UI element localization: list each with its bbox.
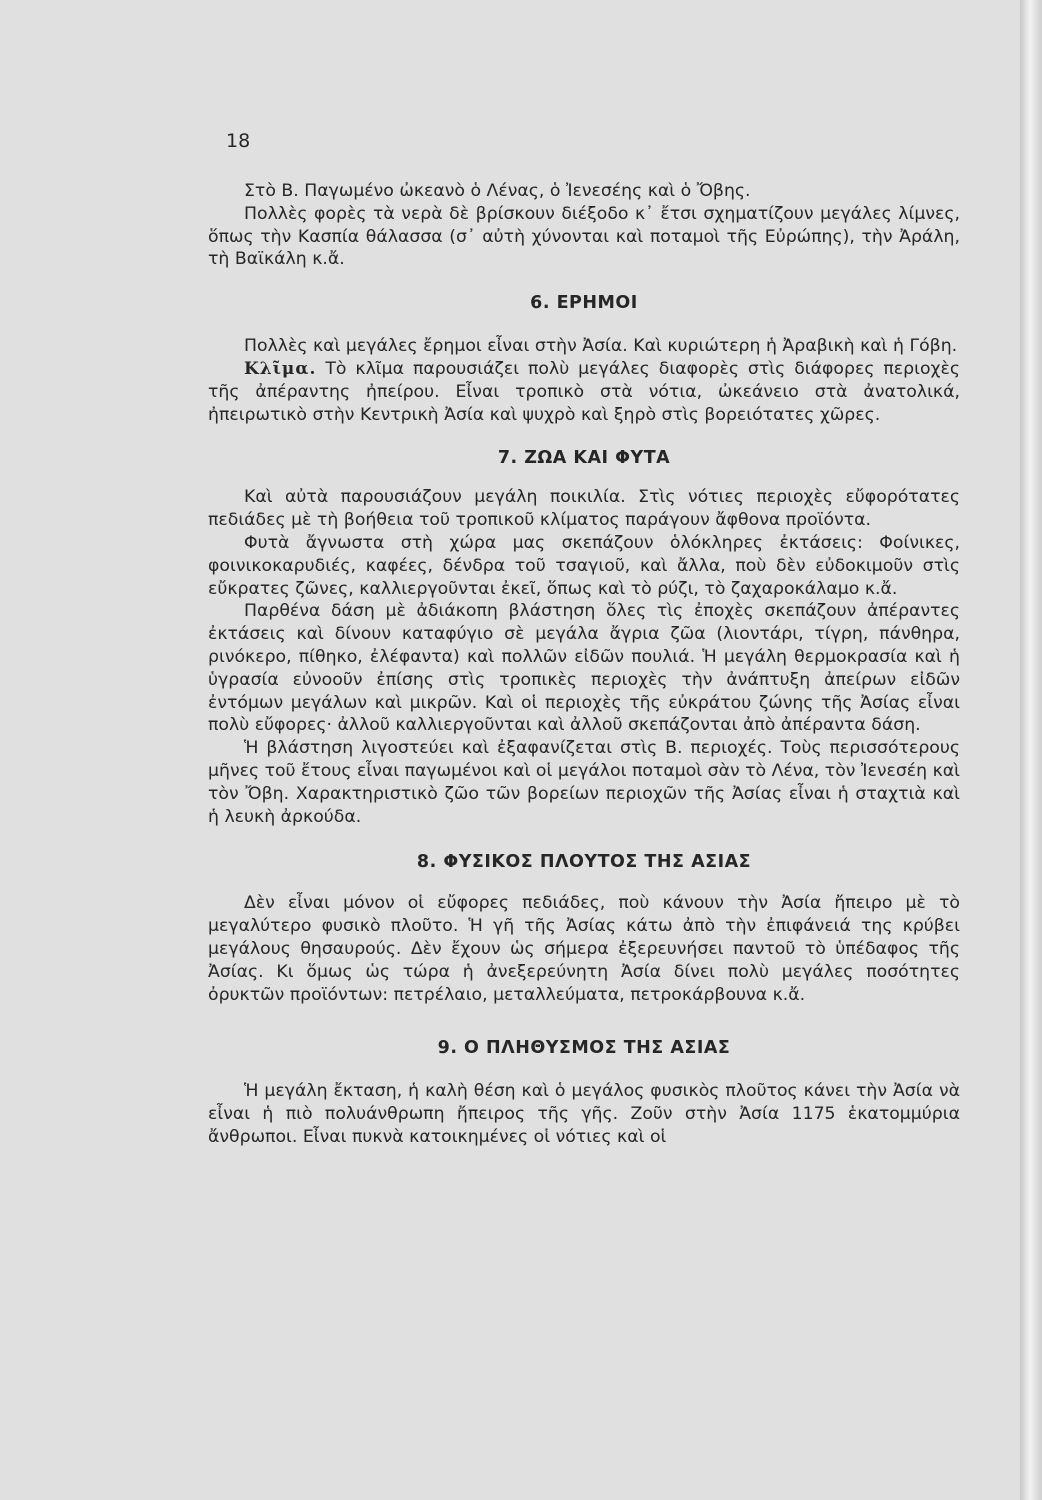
climate-text: Τὸ κλῖμα παρουσιάζει πολὺ μεγάλες διαφορὲς στὶς διάφορες περιοχὲς τῆς ἀπέραντης ἠπείρου. Εἶναι τροπικὸ στὰ νότια, ὠκεάνειο στὰ ἀνατολικά, ἠπειρωτικὸ στὴν Κεντρικὴ Ἀσία καὶ ψυχρὸ καὶ ξηρὸ στὶς βορειότατες χῶρες. [208, 358, 960, 425]
section-8-paragraph: Δὲν εἶναι μόνον οἱ εὔφορες πεδιάδες, ποὺ κάνουν τὴν Ἀσία ἤπειρο μὲ τὸ μεγαλύτερο φυσικὸ πλοῦτο. Ἡ γῆ τῆς Ἀσίας κάτω ἀπὸ τὴν ἐπιφάνειά της κρύβει μεγάλους θησαυρούς. Δὲν ἔχουν ὡς σήμερα ἐξερευνήσει παντοῦ τὸ ὑπέδαφος τῆς Ἀσίας. Κι ὅμως ὡς τώρα ἡ ἀνεξερεύνητη Ἀσία δίνει πολὺ μεγάλες ποσότητες ὀρυκτῶν προϊόντων: πετρέλαιο, μεταλλεύματα, πετροκάρβουνα κ.ἄ. [208, 893, 960, 1005]
page-edge [1020, 0, 1042, 1500]
section-9-heading: 9. Ο ΠΛΗΘΥΣΜΟΣ ΤΗΣ ΑΣΙΑΣ [437, 1038, 731, 1059]
section-7-paragraph-2: Φυτὰ ἄγνωστα στὴ χώρα μας σκεπάζουν ὁλόκληρες ἐκτάσεις: Φοίνικες, φοινικοκαρυδιές, καφέες, δένδρα τοῦ τσαγιοῦ, καὶ ἄλλα, ποὺ δὲν εὐδοκιμοῦν στὶς εὔκρατες ζῶνες, καλλιεργοῦνται ἐκεῖ, ὅπως καὶ τὸ ρύζι, τὸ ζαχαροκάλαμο κ.ἄ. [208, 532, 960, 599]
page-content [208, 180, 960, 1149]
section-7-paragraph-3: Παρθένα δάση μὲ ἀδιάκοπη βλάστηση ὅλες τὶς ἐποχὲς σκεπάζουν ἀπέραντες ἐκτάσεις καὶ δίνουν καταφύγιο σὲ μεγάλα ἄγρια ζῶα (λιοντάρι, τίγρη, πάνθηρα, ρινόκερο, πίθηκο, ἐλέφαντα) καὶ πολλῶν εἰδῶν πουλιά. Ἡ μεγάλη θερμοκρασία καὶ ἡ ὑγρασία εὐνοοῦν ἐπίσης στὶς τροπικὲς περιοχὲς τὴν ἀνάπτυξη ἀπείρων εἰδῶν ἐντόμων μεγάλων καὶ μικρῶν. Καὶ οἱ περιοχὲς τῆς εὐκράτου ζώνης τῆς Ἀσίας εἶναι πολὺ εὔφορες· ἀλλοῦ καλλιεργοῦνται καὶ ἀλλοῦ σκεπάζονται ἀπὸ ἀπέραντα δάση. [208, 601, 960, 736]
page-number: 18 [226, 130, 251, 152]
section-7-heading: 7. ΖΩΑ ΚΑΙ ΦΥΤΑ [497, 448, 671, 469]
intro-paragraph-rivers: Στὸ Β. Παγωμένο ὠκεανὸ ὁ Λένας, ὁ Ἰενεσέης καὶ ὁ Ὄβης. [244, 181, 751, 201]
section-8-heading: 8. ΦΥΣΙΚΟΣ ΠΛΟΥΤΟΣ ΤΗΣ ΑΣΙΑΣ [416, 852, 752, 873]
section-6-heading: 6. ΕΡΗΜΟΙ [530, 293, 638, 314]
section-6-paragraph-climate [208, 358, 960, 426]
section-9-paragraph: Ἡ μεγάλη ἔκταση, ἡ καλὴ θέση καὶ ὁ μεγάλος φυσικὸς πλοῦτος κάνει τὴν Ἀσία νὰ εἶναι ἡ πιὸ πολυάνθρωπη ἤπειρος τῆς γῆς. Ζοῦν στὴν Ἀσία 1175 ἑκατομμύρια ἄνθρωποι. Εἶναι πυκνὰ κατοικημένες οἱ νότιες καὶ οἱ [208, 1081, 960, 1147]
intro-paragraph-lakes: Πολλὲς φορὲς τὰ νερὰ δὲ βρίσκουν διέξοδο κ᾽ ἔτσι σχηματίζουν μεγάλες λίμνες, ὅπως τὴν Κασπία θάλασσα (σ᾽ αὐτὴ χύνονται καὶ ποταμοὶ τῆς Εὐρώπης), τὴν Ἀράλη, τὴ Βαϊκάλη κ.ἄ. [208, 203, 960, 270]
climate-term: Κλῖμα. [244, 358, 317, 379]
section-7-paragraph-1: Καὶ αὐτὰ παρουσιάζουν μεγάλη ποικιλία. Στὶς νότιες περιοχὲς εὔφορότατες πεδιάδες μὲ τὴ βοήθεια τοῦ τροπικοῦ κλίματος παράγουν ἄφθονα προϊόντα. [208, 487, 960, 531]
section-7-paragraph-4: Ἡ βλάστηση λιγοστεύει καὶ ἐξαφανίζεται στὶς Β. περιοχές. Τοὺς περισσότερους μῆνες τοῦ ἔτους εἶναι παγωμένοι καὶ οἱ μεγάλοι ποταμοὶ σὰν τὸ Λένα, τὸν Ἰενεσέη καὶ τὸν Ὄβη. Χαρακτηριστικὸ ζῶο τῶν βορείων περιοχῶν τῆς Ἀσίας εἶναι ἡ σταχτιὰ καὶ ἡ λευκὴ ἀρκούδα. [208, 738, 960, 827]
section-6-paragraph-deserts: Πολλὲς καὶ μεγάλες ἔρημοι εἶναι στὴν Ἀσία. Καὶ κυριώτερη ἡ Ἀραβικὴ καὶ ἡ Γόβη. [244, 336, 958, 357]
